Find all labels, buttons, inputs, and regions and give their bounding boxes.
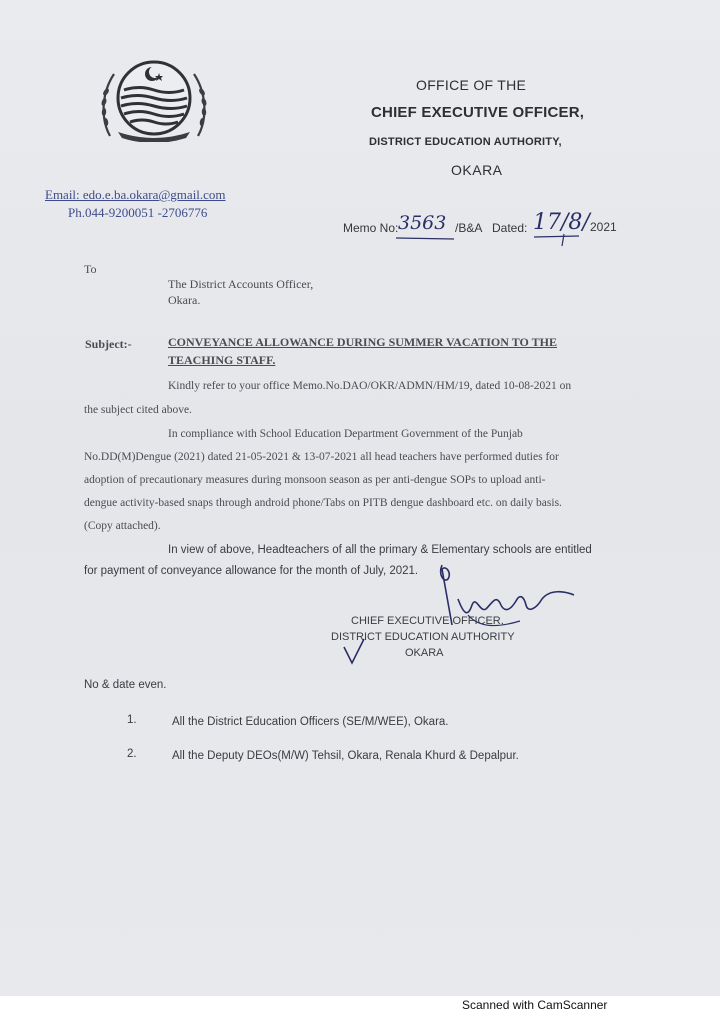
subject-text: CONVEYANCE ALLOWANCE DURING SUMMER VACATION TO THE TEACHING STAFF. — [168, 335, 557, 367]
endorsement-item-1-number: 1. — [127, 714, 137, 726]
memo-suffix: /B&A — [455, 221, 483, 235]
punjab-emblem-logo — [96, 58, 212, 142]
signature-city: OKARA — [405, 647, 444, 659]
dated-label: Dated: — [492, 221, 528, 235]
city-heading: OKARA — [451, 162, 503, 178]
camscanner-watermark: Scanned with CamScanner — [462, 998, 608, 1012]
para2-line2: No.DD(M)Dengue (2021) dated 21-05-2021 & 13-07-2021 all head teachers have performed duties for — [84, 451, 559, 463]
para2-line5: (Copy attached). — [84, 520, 161, 532]
date-handwritten: 17/8/ — [533, 210, 590, 235]
email-address: Email: edo.e.ba.okara@gmail.com — [45, 187, 226, 202]
signature-authority: DISTRICT EDUCATION AUTHORITY — [331, 631, 515, 643]
endorsement-item-2-text: All the Deputy DEOs(M/W) Tehsil, Okara, Renala Khurd & Depalpur. — [172, 750, 519, 762]
memo-number-handwritten: 3563 — [398, 212, 447, 234]
para2-line1: In compliance with School Education Department Government of the Punjab — [168, 428, 523, 440]
memo-underline — [394, 232, 604, 248]
office-heading: OFFICE OF THE — [416, 77, 527, 93]
subject-label: Subject:- — [85, 337, 132, 351]
to-label: To — [84, 262, 97, 276]
signature-title: CHIEF EXECUTIVE OFFICER, — [351, 615, 504, 627]
para1-line2: the subject cited above. — [84, 404, 192, 416]
para3-line2: for payment of conveyance allowance for the month of July, 2021. — [84, 565, 419, 577]
authority-heading: DISTRICT EDUCATION AUTHORITY, — [369, 136, 562, 148]
memo-year: 2021 — [590, 220, 617, 234]
recipient-line-2: Okara. — [168, 293, 201, 307]
para2-line3: adoption of precautionary measures during monsoon season as per anti-dengue SOPs to upload anti- — [84, 474, 546, 486]
memo-label: Memo No: — [343, 221, 399, 235]
para1-line1: Kindly refer to your office Memo.No.DAO/OKR/ADMN/HM/19, dated 10-08-2021 on — [168, 380, 572, 392]
endorsement-heading: No & date even. — [84, 679, 167, 691]
para3-line1: In view of above, Headteachers of all the primary & Elementary schools are entitled — [168, 544, 592, 556]
phone-number: Ph.044-9200051 -2706776 — [68, 205, 208, 220]
para2-line4: dengue activity-based snaps through android phone/Tabs on PITB dengue dashboard etc. on daily basis. — [84, 497, 562, 509]
endorsement-item-2-number: 2. — [127, 748, 137, 760]
recipient-line-1: The District Accounts Officer, — [168, 277, 314, 291]
endorsement-item-1-text: All the District Education Officers (SE/M/WEE), Okara. — [172, 716, 449, 728]
chief-officer-heading: CHIEF EXECUTIVE OFFICER, — [371, 104, 585, 121]
